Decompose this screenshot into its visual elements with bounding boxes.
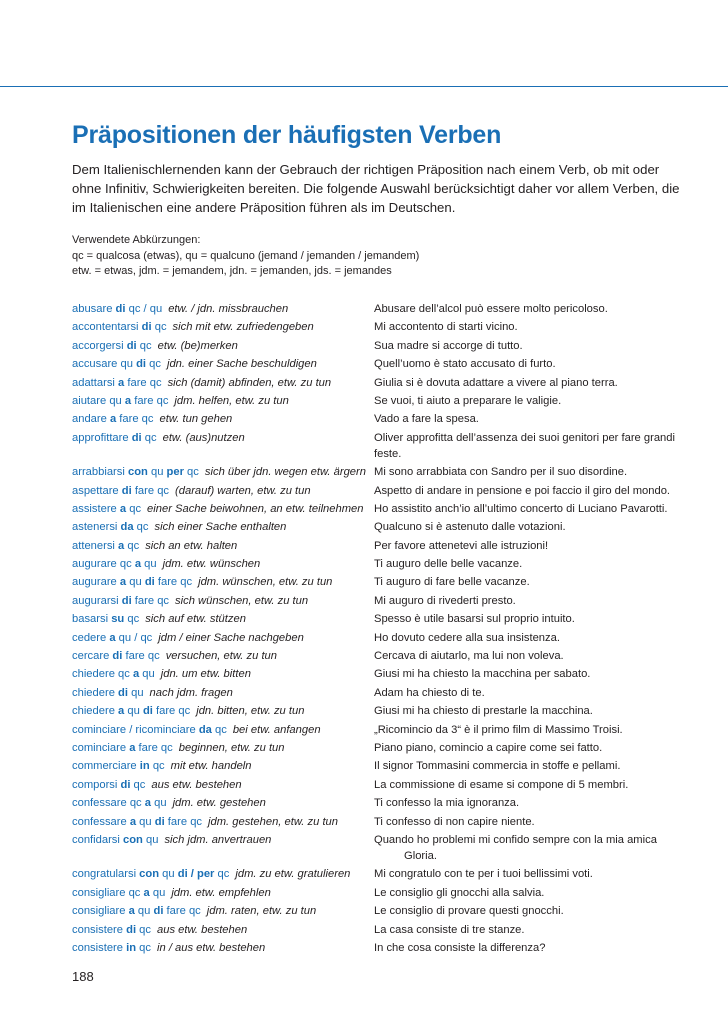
verb-pattern <box>72 556 374 572</box>
preposition: con <box>139 868 160 881</box>
preposition: di <box>144 576 155 589</box>
verb-pattern <box>72 630 374 646</box>
verb-text: qu <box>127 686 144 699</box>
example-text: Vado a fare la spesa. <box>374 413 479 426</box>
verb-text: assistere <box>72 502 120 515</box>
example-sentence <box>374 574 692 590</box>
verb-text: qc <box>211 723 227 736</box>
example-text: Per favore attenetevi alle istruzioni! <box>374 539 549 552</box>
intro-paragraph: Dem Italienischlernenden kann der Gebrauch der richtigen Präposition nach einem Verb, ob mit oder ohne Infinitiv, Schwierigkeiten bereiten. Die folgende Auswahl berücksichtigt daher vor allem Verben, die im Italienischen eine andere Präposition führen als im Deutschen. <box>72 162 680 215</box>
preposition: di <box>153 905 164 918</box>
verb-text: confessare <box>72 815 130 828</box>
verb-entry <box>72 430 692 464</box>
verb-text: qu <box>134 905 154 918</box>
german-translation: aus etw. bestehen <box>151 778 242 791</box>
example-sentence <box>374 301 692 317</box>
abbreviations-block <box>72 233 692 280</box>
verb-text: qu <box>136 815 155 828</box>
example-text: Giusi mi ha chiesto di prestarle la macchina. <box>374 705 593 718</box>
verb-text: cominciare / ricominciare <box>72 723 199 736</box>
verb-text: aspettare <box>72 484 122 497</box>
verb-text: qu <box>142 833 159 846</box>
verb-text: cercare <box>72 650 113 663</box>
verb-text: qc <box>183 466 199 479</box>
example-sentence <box>374 411 692 427</box>
preposition: di <box>121 594 132 607</box>
example-text-continued: Gloria. <box>404 849 437 862</box>
german-translation: jdm. etw. empfehlen <box>171 886 271 899</box>
preposition: a <box>119 502 127 515</box>
verb-text: qu <box>159 868 178 881</box>
verb-pattern <box>72 885 374 901</box>
verb-text: commerciare <box>72 760 140 773</box>
verb-entry <box>72 885 692 903</box>
verb-pattern <box>72 940 374 956</box>
example-sentence <box>374 319 692 335</box>
verb-entry <box>72 940 692 958</box>
german-translation: sich (damit) abfinden, etw. zu tun <box>167 376 332 389</box>
verb-entry <box>72 483 692 501</box>
verb-entry <box>72 903 692 921</box>
german-translation: beginnen, etw. zu tun <box>178 741 285 754</box>
example-sentence <box>374 611 692 627</box>
verb-pattern <box>72 832 374 864</box>
example-text: Le consiglio di provare questi gnocchi. <box>374 905 564 918</box>
example-sentence <box>374 356 692 372</box>
verb-text: fare qc <box>163 905 201 918</box>
example-text: Mi congratulo con te per i tuoi bellissimi voti. <box>374 868 593 881</box>
verb-text: augurare <box>72 576 120 589</box>
abbreviations-line: qc = qualcosa (etwas), qu = qualcuno (jemand / jemanden / jemandem) <box>72 249 420 262</box>
verb-entry <box>72 338 692 356</box>
german-translation: sich über jdn. wegen etw. ärgern <box>204 466 366 479</box>
preposition: da <box>120 521 134 534</box>
preposition: di / per <box>177 868 215 881</box>
verb-text: fare qc <box>152 705 191 718</box>
verb-pattern <box>72 430 374 462</box>
verb-entry <box>72 814 692 832</box>
verb-entry <box>72 740 692 758</box>
verb-entry <box>72 501 692 519</box>
german-translation: jdn. einer Sache beschuldigen <box>166 358 317 371</box>
verb-text: fare qc <box>135 741 173 754</box>
verb-entry <box>72 611 692 629</box>
verb-entry <box>72 464 692 482</box>
example-text: Mi auguro di rivederti presto. <box>374 594 516 607</box>
verb-list <box>72 301 692 958</box>
preposition: per <box>166 466 184 479</box>
verb-text: qu <box>139 668 155 681</box>
verb-text: augurarsi <box>72 594 122 607</box>
verb-text: qc <box>151 321 167 334</box>
example-text: „Ricomincio da 3“ è il primo film di Massimo Troisi. <box>374 723 623 736</box>
preposition: di <box>115 303 126 315</box>
german-translation: jdm. raten, etw. zu tun <box>206 905 317 918</box>
verb-text: augurare qc <box>72 558 135 571</box>
german-translation: jdm. etw. gestehen <box>172 797 266 810</box>
example-text: Se vuoi, ti aiuto a preparare le valigie. <box>374 394 562 407</box>
preposition: di <box>131 431 142 444</box>
german-translation: einer Sache beiwohnen, an etw. teilnehmen <box>147 502 364 515</box>
verb-text: consigliare <box>72 905 129 918</box>
verb-entry <box>72 574 692 592</box>
preposition: a <box>109 413 117 426</box>
example-text: Quando ho problemi mi confido sempre con la mia amica <box>374 833 657 846</box>
verb-text: qc / qu <box>125 303 163 315</box>
example-sentence <box>374 593 692 609</box>
example-text: Ti auguro delle belle vacanze. <box>374 558 523 571</box>
verb-text: congratularsi <box>72 868 140 881</box>
example-text: Piano piano, comincio a capire come sei fatto. <box>374 741 603 754</box>
german-translation: etw. (aus)nutzen <box>162 431 245 444</box>
verb-text: qc <box>130 778 146 791</box>
verb-pattern <box>72 574 374 590</box>
german-translation: mit etw. handeln <box>170 760 252 773</box>
german-translation: jdm. helfen, etw. zu tun <box>174 394 289 407</box>
verb-pattern <box>72 722 374 738</box>
example-sentence <box>374 464 692 480</box>
preposition: a <box>109 631 116 644</box>
verb-text: qu <box>124 705 143 718</box>
preposition: di <box>118 686 128 699</box>
verb-pattern <box>72 375 374 391</box>
german-translation: in / aus etw. bestehen <box>157 941 266 954</box>
example-text: Il signor Tommasini commercia in stoffe e pellami. <box>374 760 621 773</box>
verb-pattern <box>72 483 374 499</box>
verb-text: qc <box>126 502 142 515</box>
example-sentence <box>374 814 692 830</box>
german-translation: aus etw. bestehen <box>157 923 248 936</box>
preposition: a <box>143 886 150 899</box>
verb-entry <box>72 666 692 684</box>
preposition: di <box>142 705 153 718</box>
example-text: La commissione di esame si compone di 5 membri. <box>374 778 629 791</box>
verb-entry <box>72 832 692 866</box>
preposition: di <box>112 650 123 663</box>
german-translation: sich mit etw. zufriedengeben <box>172 321 314 334</box>
header-rule <box>0 86 728 87</box>
verb-entry <box>72 319 692 337</box>
preposition: con <box>123 833 143 846</box>
verb-entry <box>72 538 692 556</box>
verb-pattern <box>72 648 374 664</box>
verb-pattern <box>72 795 374 811</box>
example-text: Oliver approfitta dell’assenza dei suoi genitori per fare grandi <box>374 431 675 444</box>
preposition: di <box>120 778 131 791</box>
verb-text: abusare <box>72 303 116 315</box>
german-translation: jdm / einer Sache nachgeben <box>158 631 304 644</box>
verb-pattern <box>72 538 374 554</box>
verb-pattern <box>72 903 374 919</box>
verb-text: qc <box>146 358 161 371</box>
verb-entry <box>72 411 692 429</box>
example-text-continued: feste. <box>374 447 402 460</box>
verb-pattern <box>72 740 374 756</box>
verb-entry <box>72 777 692 795</box>
verb-text: fare qc <box>154 576 193 589</box>
verb-text: qc <box>136 923 151 936</box>
german-translation: sich auf etw. stützen <box>145 613 246 626</box>
example-sentence <box>374 666 692 682</box>
verb-text: fare qc <box>164 815 203 828</box>
preposition: a <box>118 705 125 718</box>
verb-pattern <box>72 338 374 354</box>
example-text: Qualcuno si è astenuto dalle votazioni. <box>374 521 566 534</box>
example-sentence <box>374 758 692 774</box>
verb-text: astenersi <box>72 521 121 534</box>
example-sentence <box>374 630 692 646</box>
example-text: Ho dovuto cedere alla sua insistenza. <box>374 631 560 644</box>
german-translation: jdm. zu etw. gratulieren <box>235 868 351 881</box>
german-translation: sich wünschen, etw. zu tun <box>175 594 309 607</box>
verb-pattern <box>72 666 374 682</box>
preposition: a <box>134 558 142 571</box>
verb-text: accorgersi <box>72 339 127 352</box>
preposition: a <box>128 905 135 918</box>
verb-text: arrabbiarsi <box>72 466 128 479</box>
preposition: in <box>126 941 137 954</box>
verb-text: qc <box>136 941 151 954</box>
verb-pattern <box>72 703 374 719</box>
german-translation: jdn. bitten, etw. zu tun <box>196 705 305 718</box>
verb-text: cominciare <box>72 741 130 754</box>
example-text: Abusare dell’alcol può essere molto pericoloso. <box>374 303 608 315</box>
german-translation: etw. tun gehen <box>159 413 233 426</box>
verb-pattern <box>72 464 374 480</box>
verb-text: qu <box>141 558 157 571</box>
example-sentence <box>374 519 692 535</box>
verb-text: fare qc <box>124 376 162 389</box>
german-translation: etw. / jdn. missbrauchen <box>168 303 289 315</box>
preposition: di <box>154 815 165 828</box>
example-sentence <box>374 430 692 462</box>
verb-pattern <box>72 758 374 774</box>
page-number: 188 <box>72 969 94 984</box>
preposition: a <box>132 668 140 681</box>
verb-text: andare <box>72 413 110 426</box>
verb-pattern <box>72 519 374 535</box>
verb-entry <box>72 795 692 813</box>
verb-pattern <box>72 777 374 793</box>
verb-text: fare qc <box>131 394 169 407</box>
verb-text: consistere <box>72 923 127 936</box>
german-translation: (darauf) warten, etw. zu tun <box>175 484 311 497</box>
verb-text: consistere <box>72 941 127 954</box>
example-text: Ti auguro di fare belle vacanze. <box>374 576 530 589</box>
verb-entry <box>72 519 692 537</box>
verb-text: qu <box>126 576 145 589</box>
preposition: a <box>129 741 136 754</box>
verb-pattern <box>72 301 374 317</box>
verb-pattern <box>72 866 374 882</box>
verb-text: qc <box>124 539 140 552</box>
verb-text: adattarsi <box>72 376 119 389</box>
preposition: di <box>121 484 132 497</box>
verb-pattern <box>72 393 374 409</box>
example-sentence <box>374 375 692 391</box>
example-sentence <box>374 703 692 719</box>
german-translation: bei etw. anfangen <box>232 723 321 736</box>
verb-text: qc <box>136 339 152 352</box>
verb-entry <box>72 593 692 611</box>
example-text: Spesso è utile basarsi sul proprio intuito. <box>374 613 575 626</box>
example-text: Cercava di aiutarlo, ma lui non voleva. <box>374 650 564 663</box>
example-sentence <box>374 393 692 409</box>
verb-text: basarsi <box>72 613 112 626</box>
example-sentence <box>374 538 692 554</box>
example-text: Mi accontento di starti vicino. <box>374 321 518 334</box>
verb-text: fare qc <box>131 594 170 607</box>
preposition: in <box>139 760 150 773</box>
example-text: Le consiglio gli gnocchi alla salvia. <box>374 886 545 899</box>
verb-pattern <box>72 501 374 517</box>
verb-text: qc <box>133 521 149 534</box>
verb-pattern <box>72 685 374 701</box>
verb-entry <box>72 556 692 574</box>
page-title: Präpositionen der häufigsten Verben <box>72 121 502 149</box>
verb-entry <box>72 301 692 319</box>
verb-entry <box>72 866 692 884</box>
verb-pattern <box>72 922 374 938</box>
example-text: Quell’uomo è stato accusato di furto. <box>374 358 556 371</box>
german-translation: jdn. um etw. bitten <box>160 668 251 681</box>
preposition: con <box>127 466 148 479</box>
preposition: di <box>141 321 152 334</box>
example-text: Giulia si è dovuta adattare a vivere al piano terra. <box>374 376 618 389</box>
example-text: Sua madre si accorge di tutto. <box>374 339 523 352</box>
verb-entry <box>72 356 692 374</box>
preposition: a <box>118 376 125 389</box>
verb-text: chiedere qc <box>72 668 133 681</box>
verb-entry <box>72 703 692 721</box>
verb-entry <box>72 922 692 940</box>
verb-text: fare qc <box>116 413 154 426</box>
preposition: di <box>126 339 137 352</box>
verb-entry <box>72 685 692 703</box>
example-sentence <box>374 740 692 756</box>
preposition: su <box>111 613 125 626</box>
example-sentence <box>374 903 692 919</box>
preposition: di <box>126 923 137 936</box>
verb-text: cedere <box>72 631 110 644</box>
example-text: Ti confesso di non capire niente. <box>374 815 535 828</box>
example-text: Adam ha chiesto di te. <box>374 686 485 699</box>
german-translation: sich an etw. halten <box>145 539 238 552</box>
verb-text: confessare qc <box>72 797 145 810</box>
example-text: La casa consiste di tre stanze. <box>374 923 525 936</box>
example-sentence <box>374 885 692 901</box>
verb-entry <box>72 758 692 776</box>
verb-entry <box>72 648 692 666</box>
german-translation: jdm. etw. wünschen <box>162 558 261 571</box>
verb-entry <box>72 393 692 411</box>
example-text: Ti confesso la mia ignoranza. <box>374 797 520 810</box>
preposition: a <box>118 539 125 552</box>
verb-text: fare qc <box>131 484 170 497</box>
example-text: Giusi mi ha chiesto la macchina per sabato. <box>374 668 591 681</box>
example-text: Aspetto di andare in pensione e poi faccio il giro del mondo. <box>374 484 671 497</box>
abbreviations-heading: Verwendete Abkürzungen: <box>72 234 201 246</box>
verb-text: confidarsi <box>72 833 123 846</box>
verb-text: fare qc <box>122 650 160 663</box>
verb-text: qu <box>147 466 167 479</box>
verb-text: qc <box>214 868 230 881</box>
german-translation: jdm. wünschen, etw. zu tun <box>198 576 333 589</box>
verb-text: comporsi <box>72 778 121 791</box>
verb-text: aiutare qu <box>72 394 125 407</box>
verb-text: qc <box>124 613 140 626</box>
verb-entry <box>72 722 692 740</box>
verb-text: chiedere <box>72 686 119 699</box>
verb-pattern <box>72 593 374 609</box>
example-text: In che cosa consiste la differenza? <box>374 941 546 954</box>
example-sentence <box>374 795 692 811</box>
preposition: a <box>129 815 137 828</box>
preposition: a <box>124 394 132 407</box>
preposition: di <box>136 358 147 371</box>
verb-pattern <box>72 319 374 335</box>
verb-text: accontentarsi <box>72 321 142 334</box>
example-sentence <box>374 922 692 938</box>
verb-text: attenersi <box>72 539 119 552</box>
example-sentence <box>374 832 692 864</box>
example-sentence <box>374 866 692 882</box>
example-sentence <box>374 648 692 664</box>
verb-text: qu / qc <box>115 631 153 644</box>
example-sentence <box>374 501 692 517</box>
verb-pattern <box>72 356 374 372</box>
verb-entry <box>72 630 692 648</box>
verb-text: qc <box>141 431 157 444</box>
example-text: Mi sono arrabbiata con Sandro per il suo disordine. <box>374 466 628 479</box>
verb-text: qu <box>149 886 166 899</box>
preposition: da <box>198 723 212 736</box>
example-sentence <box>374 685 692 701</box>
example-sentence <box>374 338 692 354</box>
verb-entry <box>72 375 692 393</box>
example-sentence <box>374 483 692 499</box>
german-translation: versuchen, etw. zu tun <box>165 650 278 663</box>
verb-text: accusare qu <box>72 358 137 371</box>
abbreviations-line: etw. = etwas, jdm. = jemandem, jdn. = jemanden, jds. = jemandes <box>72 265 392 277</box>
verb-text: consigliare qc <box>72 886 144 899</box>
german-translation: nach jdm. fragen <box>149 686 233 699</box>
example-text: Ho assistito anch’io all’ultimo concerto di Luciano Pavarotti. <box>374 502 668 515</box>
example-sentence <box>374 777 692 793</box>
verb-text: qc <box>149 760 165 773</box>
verb-pattern <box>72 814 374 830</box>
preposition: a <box>119 576 127 589</box>
german-translation: jdm. gestehen, etw. zu tun <box>208 815 338 828</box>
verb-pattern <box>72 411 374 427</box>
german-translation: sich jdm. anvertrauen <box>164 833 272 846</box>
example-sentence <box>374 940 692 956</box>
preposition: a <box>144 797 151 810</box>
verb-text: qu <box>151 797 167 810</box>
example-sentence <box>374 556 692 572</box>
verb-pattern <box>72 611 374 627</box>
verb-text: approfittare <box>72 431 132 444</box>
german-translation: etw. (be)merken <box>157 339 238 352</box>
verb-text: chiedere <box>72 705 119 718</box>
example-sentence <box>374 722 692 738</box>
german-translation: sich einer Sache enthalten <box>154 521 287 534</box>
